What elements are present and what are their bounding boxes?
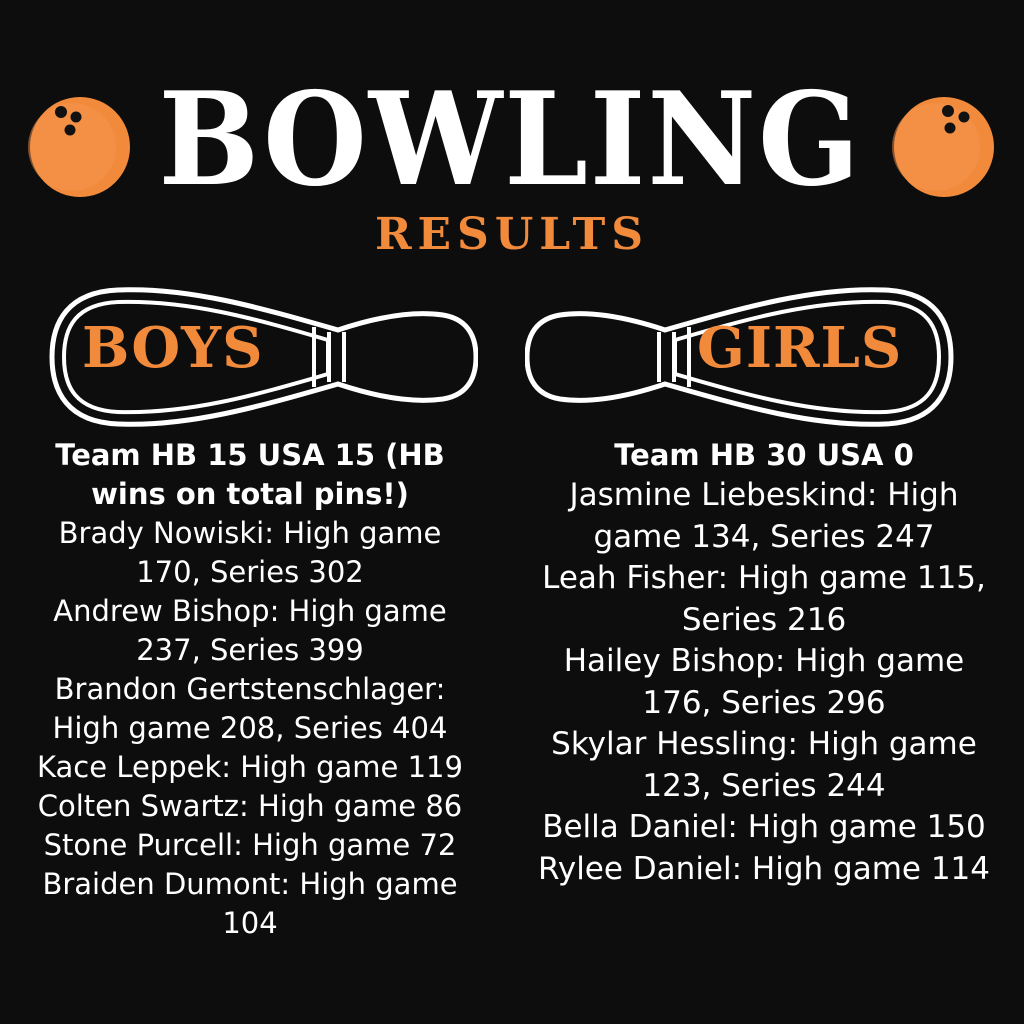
list-item: Braiden Dumont: High game	[42, 867, 458, 901]
list-item: 170, Series 302	[136, 555, 364, 589]
list-item: Stone Purcell: High game 72	[43, 828, 457, 862]
list-item: Series 216	[681, 601, 847, 638]
list-item: Brady Nowiski: High game	[58, 516, 442, 550]
list-item: 237, Series 399	[136, 633, 364, 667]
boys-label: BOYS	[82, 315, 264, 381]
page-subtitle: RESULTS	[374, 209, 650, 260]
list-item: 176, Series 296	[642, 684, 886, 721]
list-item: Rylee Daniel: High game 114	[538, 850, 990, 887]
list-item: game 134, Series 247	[593, 518, 935, 555]
list-item: High game 208, Series 404	[52, 711, 448, 745]
bowling-ball-icon	[892, 95, 996, 199]
boys-results-list	[10, 514, 490, 943]
list-item: Andrew Bishop: High game	[53, 594, 447, 628]
list-item: Brandon Gertstenschlager:	[54, 672, 446, 706]
boys-results	[10, 436, 490, 943]
list-item: Jasmine Liebeskind: High	[569, 477, 959, 513]
list-item: 104	[222, 906, 278, 940]
bowling-ball-icon	[28, 95, 132, 199]
girls-team-result: Team HB 30 USA 0	[614, 438, 914, 472]
list-item: Colten Swartz: High game 86	[37, 789, 463, 823]
page-title: BOWLING	[158, 65, 862, 215]
girls-results-list	[524, 475, 1004, 890]
list-item: Kace Leppek: High game 119	[37, 750, 463, 784]
list-item: Hailey Bishop: High game	[563, 643, 965, 679]
list-item: Bella Daniel: High game 150	[542, 809, 986, 845]
boys-team-result: Team HB 15 USA 15 (HB wins on total pins!)	[55, 438, 445, 511]
list-item: Skylar Hessling: High game	[551, 726, 977, 762]
girls-label: GIRLS	[697, 315, 903, 381]
girls-results	[524, 436, 1004, 890]
list-item: 123, Series 244	[642, 767, 886, 804]
list-item: Leah Fisher: High game 115,	[542, 560, 986, 596]
